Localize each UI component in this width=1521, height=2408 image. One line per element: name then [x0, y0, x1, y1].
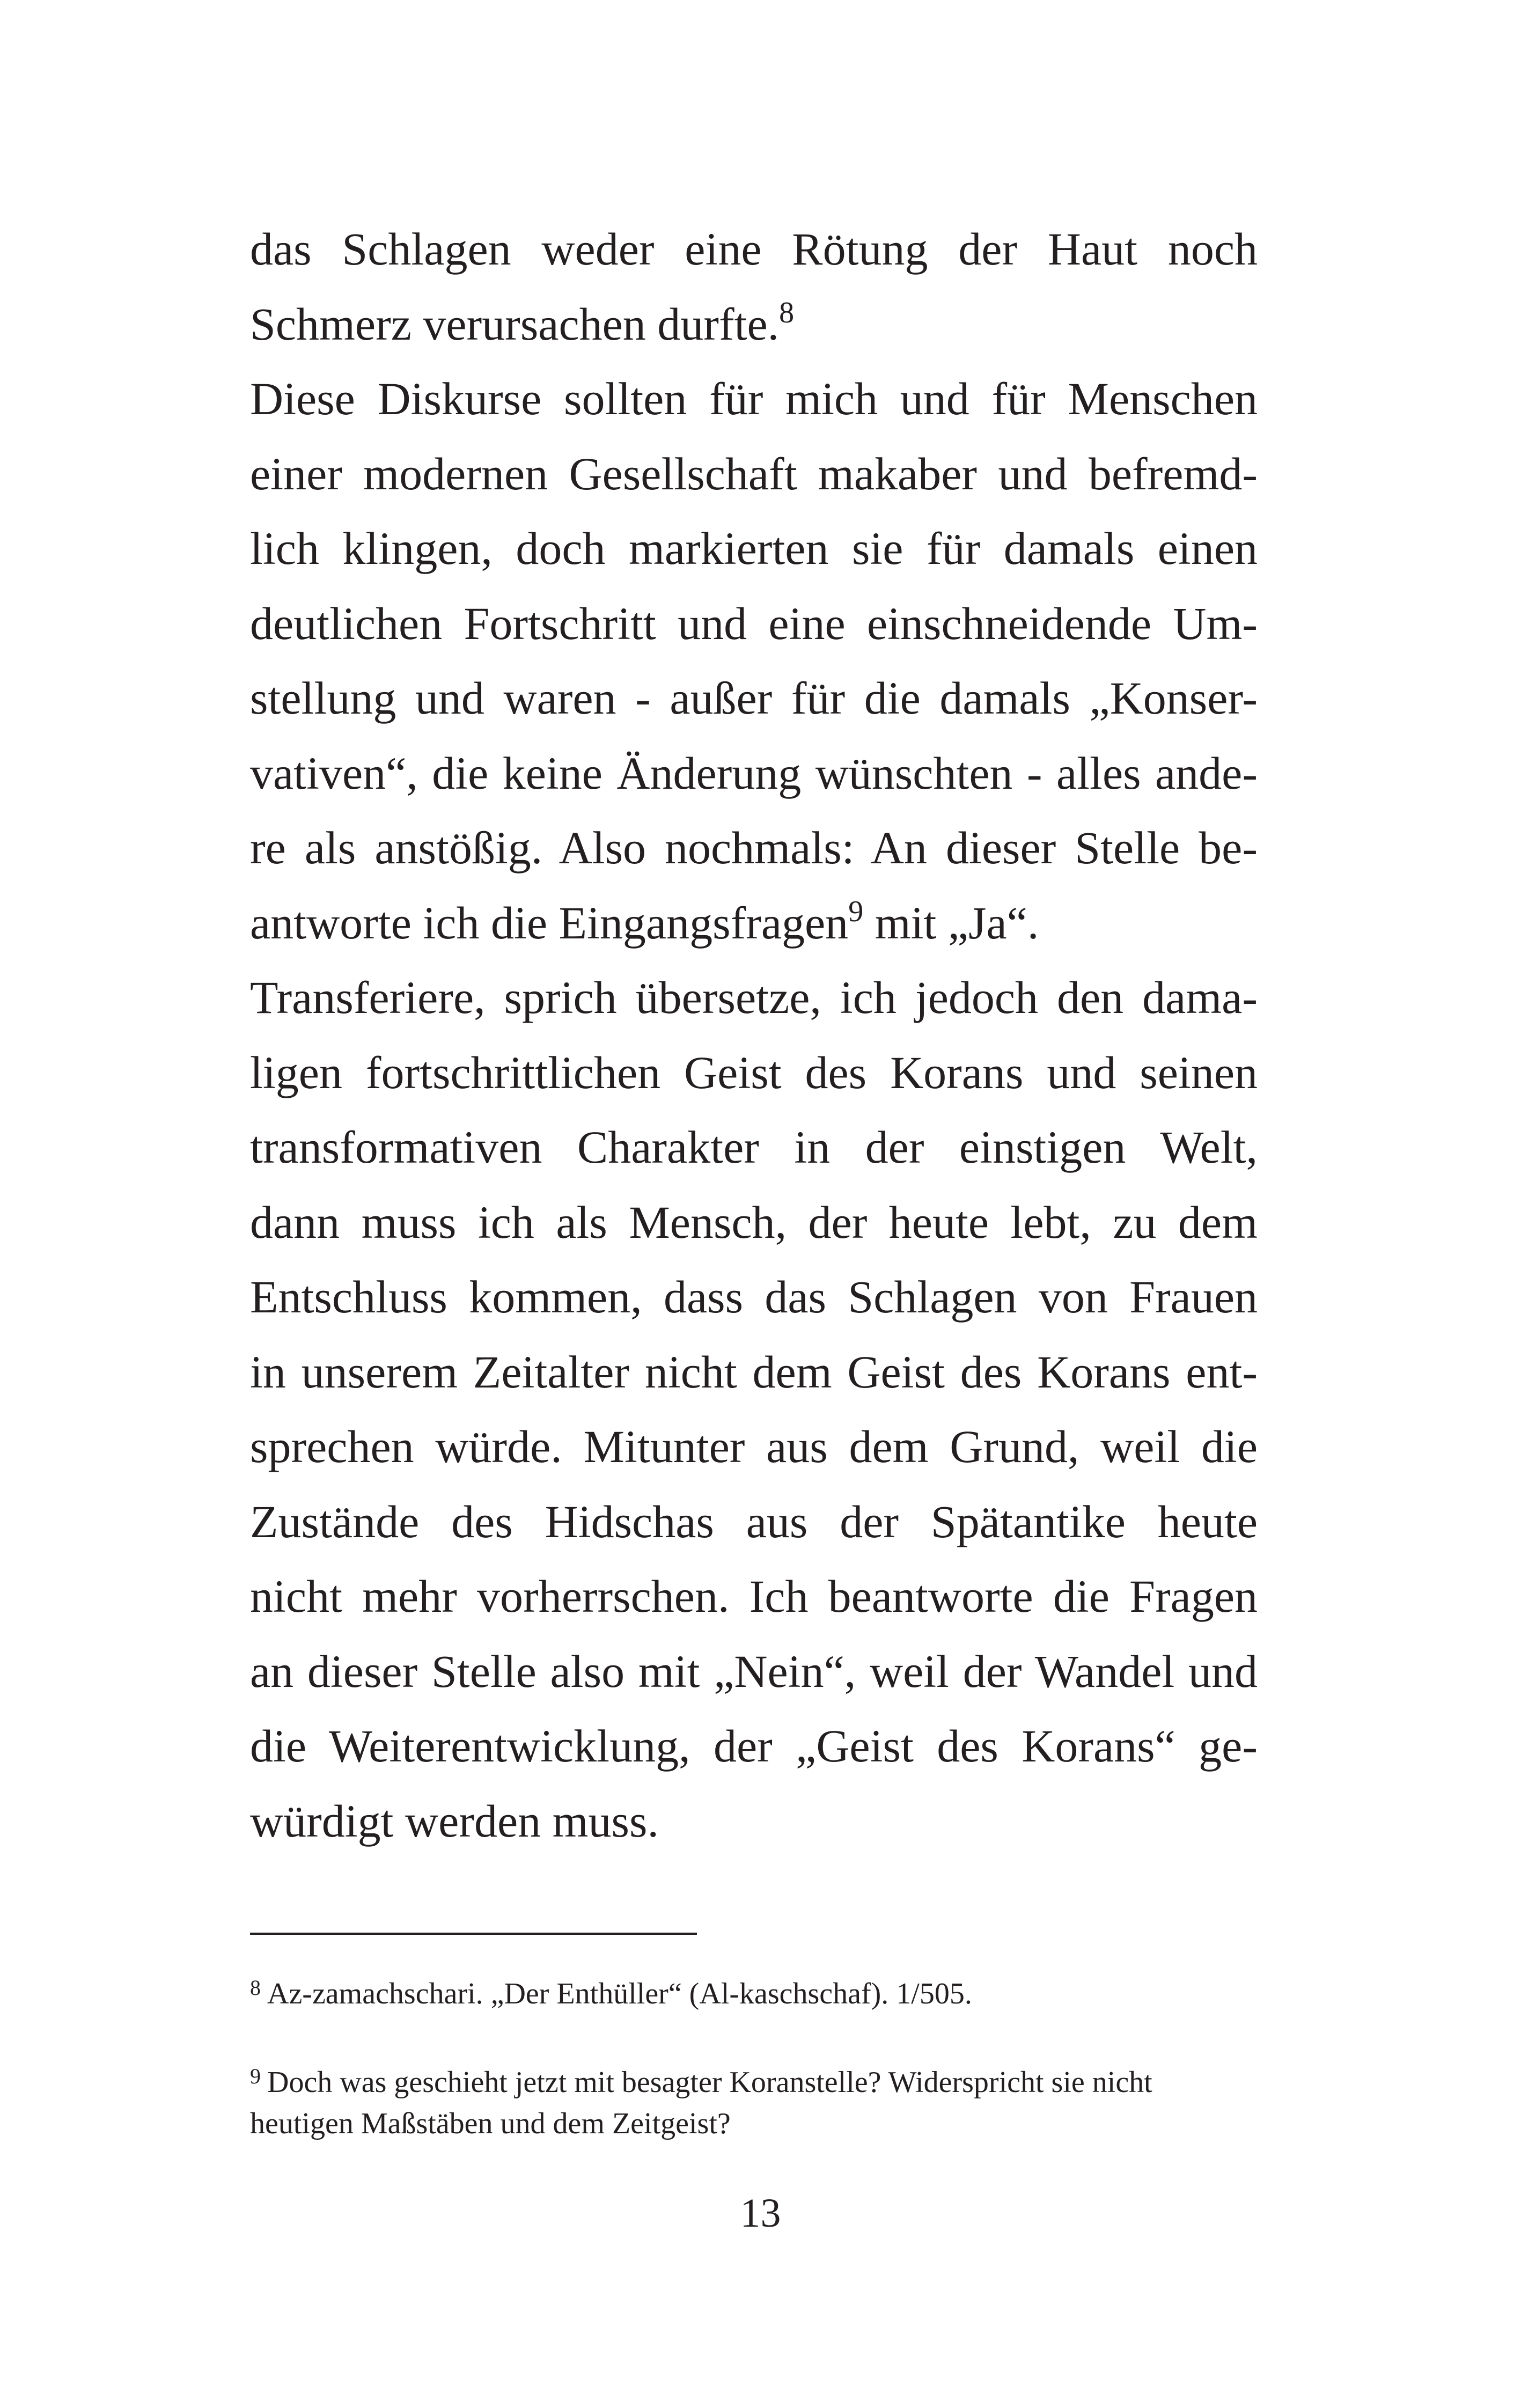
text-line: Schmerz verursachen durfte.$^8$	[250, 296, 795, 350]
footnote-number: 9	[250, 2064, 261, 2088]
text-line: an dieser Stelle also mit „Nein“, weil der Wandel und	[250, 1645, 1258, 1697]
footnote-separator	[250, 1933, 697, 1935]
text-line: Diese Diskurse sollten für mich und für Menschen	[250, 373, 1258, 424]
footnote-9-continuation: heutigen Maßstäben und dem Zeitgeist?	[250, 2107, 731, 2140]
text-line: antworte ich die Eingangsfragen$^9$ mit „Ja“.	[250, 894, 1039, 949]
footnote-reference: 9	[848, 894, 864, 928]
text-line: ligen fortschrittlichen Geist des Korans und seinen	[250, 1046, 1258, 1098]
text-line: re als anstößig. Also nochmals: An dieser Stelle be-	[250, 822, 1258, 873]
footnote-8	[250, 1974, 1258, 2016]
text-line: dann muss ich als Mensch, der heute lebt, zu dem	[250, 1196, 1258, 1248]
text-line: stellung und waren - außer für die damals „Konser-	[250, 672, 1258, 724]
text-line: deutlichen Fortschritt und eine einschneidende Um-	[250, 597, 1258, 649]
text-line: lich klingen, doch markierten sie für damals einen	[250, 523, 1258, 574]
text-line: Transferiere, sprich übersetze, ich jedoch den dama-	[250, 972, 1258, 1023]
text-line: die Weiterentwicklung, der „Geist des Korans“ ge-	[250, 1720, 1258, 1772]
footnote-text: Az-zamachschari. „Der Enthüller“ (Al-kaschschaf). 1/505.	[267, 1977, 972, 2010]
text-line: Entschluss kommen, dass das Schlagen von Frauen	[250, 1271, 1258, 1323]
text-line: würdigt werden muss.	[250, 1795, 659, 1847]
page-number: 13	[740, 2191, 781, 2236]
text-line: in unserem Zeitalter nicht dem Geist des Korans ent-	[250, 1346, 1258, 1398]
text-line: vativen“, die keine Änderung wünschten - alles ande-	[250, 747, 1258, 799]
text-line: nicht mehr vorherrschen. Ich beantworte die Fragen	[250, 1570, 1258, 1622]
footnote-spacer	[250, 2016, 1258, 2063]
footnote-number: 8	[250, 1976, 261, 2000]
text-line: sprechen würde. Mitunter aus dem Grund, weil die	[250, 1421, 1258, 1472]
footnote-9	[250, 2063, 1258, 2104]
text-line: transformativen Charakter in der einstigen Welt,	[250, 1121, 1258, 1173]
text-line: Zustände des Hidschas aus der Spätantike heute	[250, 1495, 1258, 1547]
footnote-text: Doch was geschieht jetzt mit besagter Koranstelle? Widerspricht sie nicht	[267, 2066, 1152, 2099]
main-text	[250, 212, 1258, 1859]
text-line: das Schlagen weder eine Rötung der Haut noch	[250, 223, 1258, 275]
footnote-reference: 8	[779, 296, 795, 329]
footnotes	[250, 1974, 1258, 2143]
text-line: einer modernen Gesellschaft makaber und befremd-	[250, 447, 1258, 500]
